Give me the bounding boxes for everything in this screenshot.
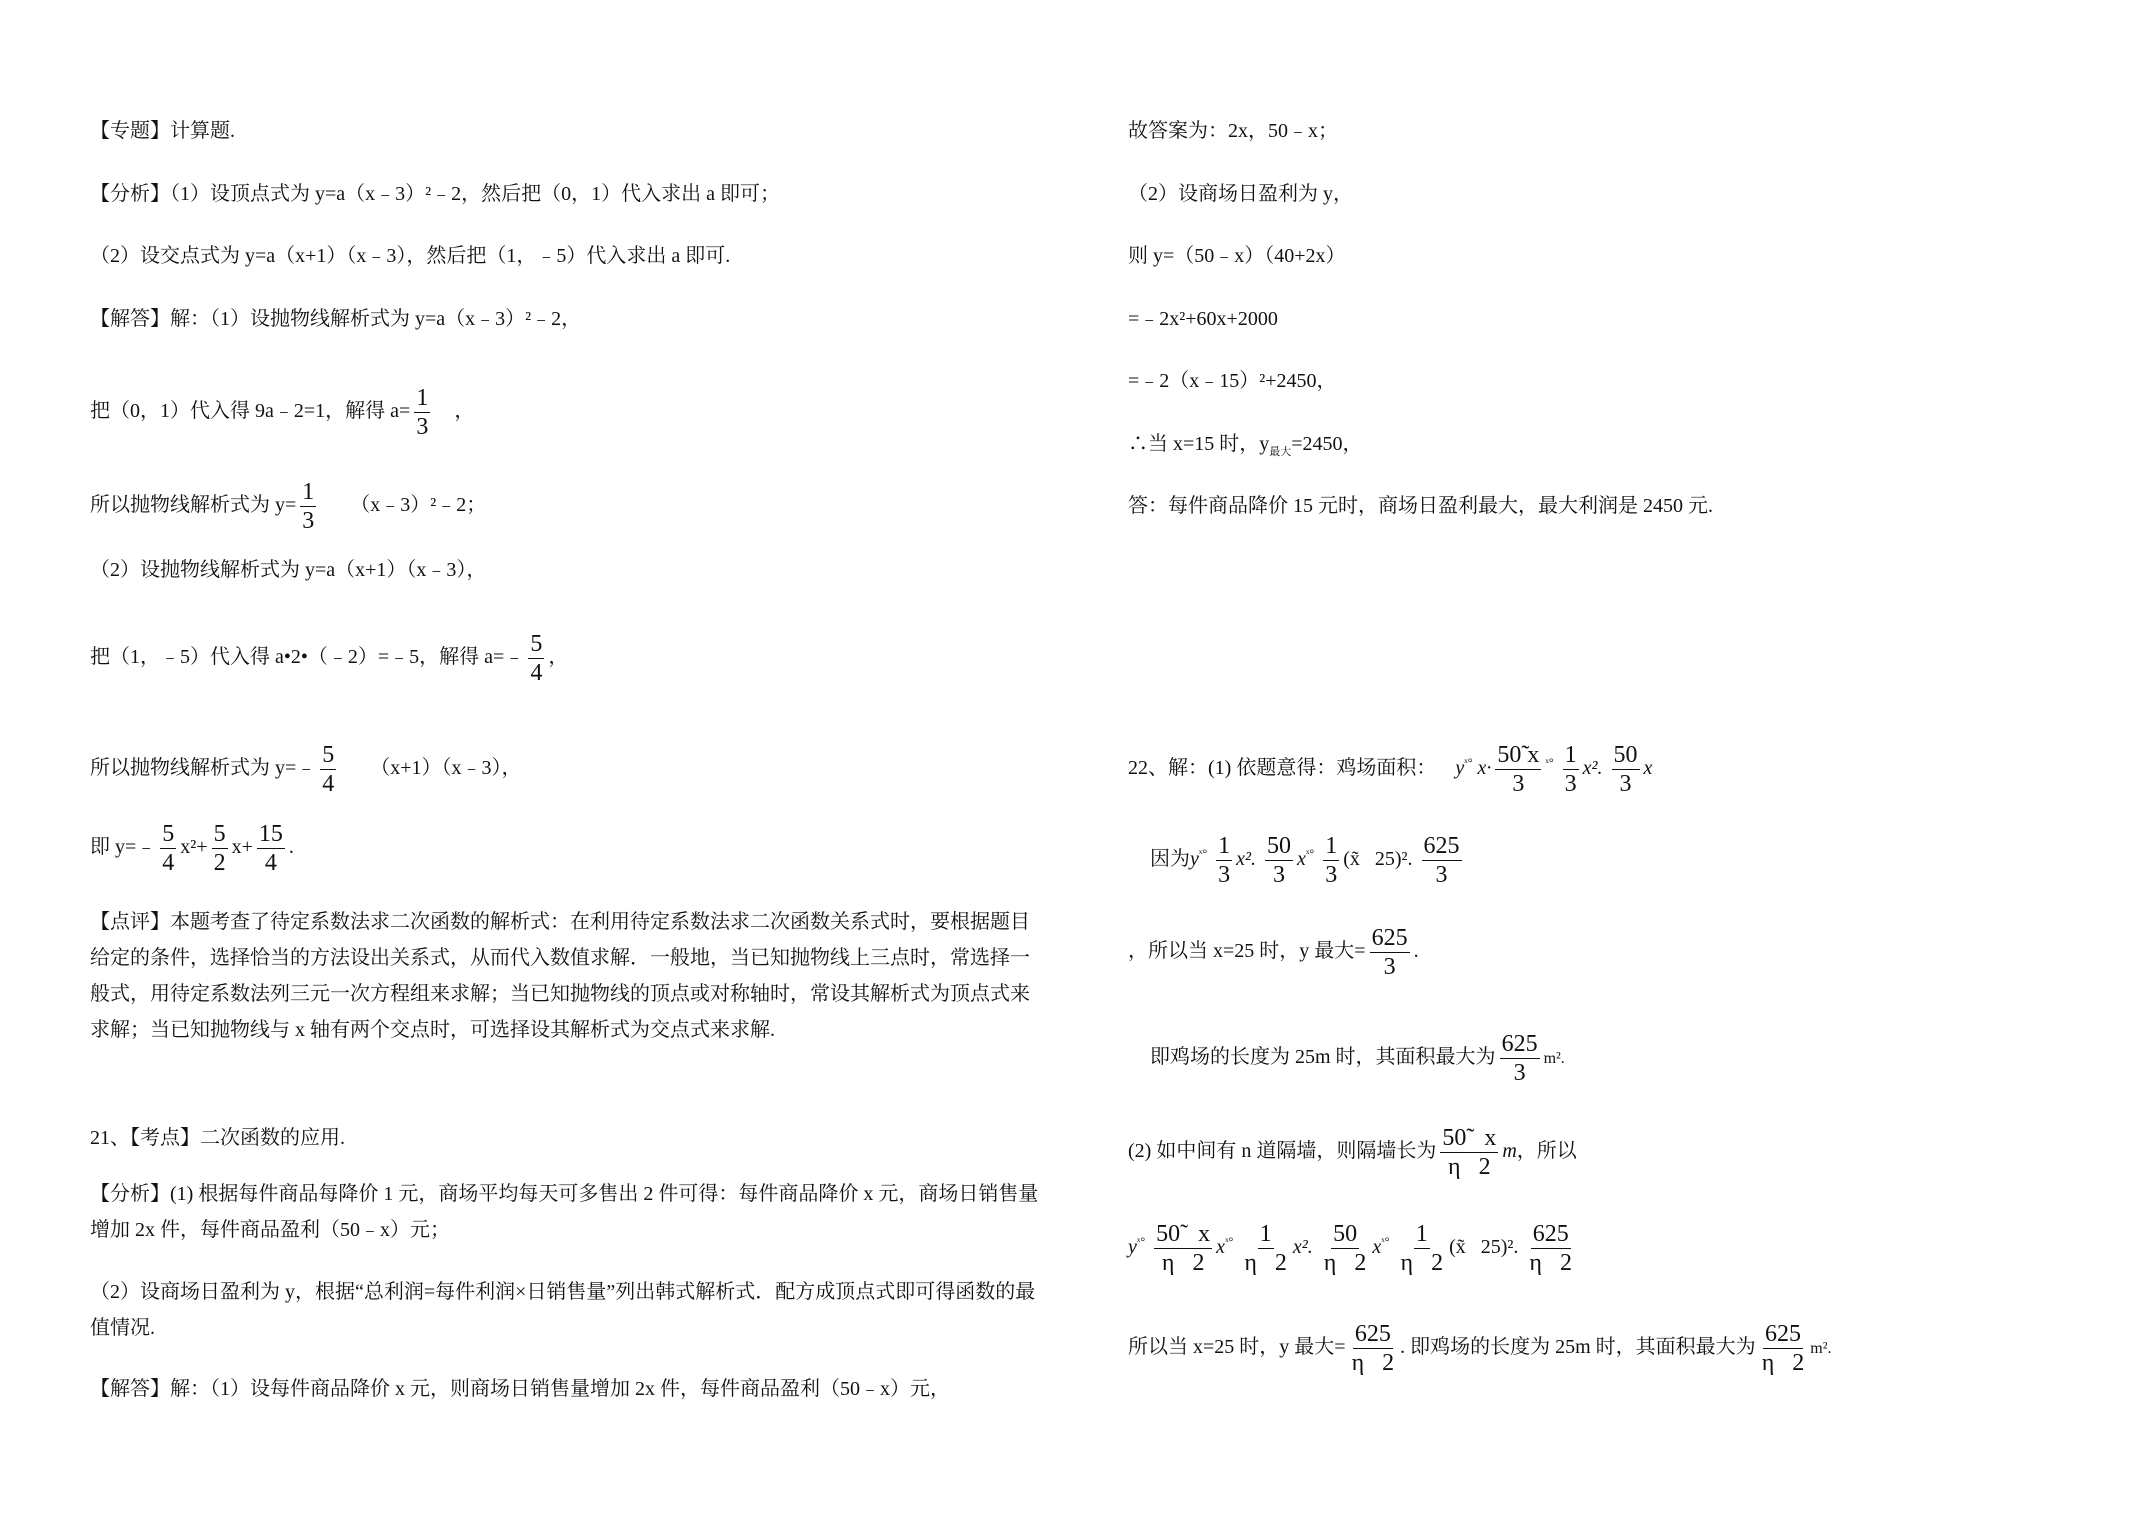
q22-line-2: 因为$y^{ˣ^\circ}$ $\frac{1}{3}$ x². $\frac{50}{3}$ $x^{ˣ^\circ}$ $\frac{1}{3}$ (x̃ 25)². $\frac{625}{3}$	[1150, 833, 1460, 888]
fraction: $\frac{625}{\eta 2}$	[1351, 1321, 1395, 1376]
q21-solution-line: 【解答】解：（1）设每件商品降价 x 元，则商场日销售量增加 2x 件，每件商品盈利（50﹣x）元，	[90, 1378, 950, 1400]
q22-line-4: 即鸡场的长度为 25m 时，其面积最大为 $\frac{625}{3}$ m².	[1150, 1031, 1565, 1086]
fraction: $\frac{50}{3}$	[1267, 833, 1292, 888]
fraction: $\frac{1}{\eta 2}$	[1400, 1221, 1444, 1276]
fraction: $\frac{1}{3}$	[416, 385, 429, 440]
fraction: $\frac{625}{3}$	[1501, 1031, 1538, 1086]
fraction: $\frac{625}{\eta 2}$	[1761, 1321, 1805, 1376]
answer-line: 故答案为：2x，50﹣x；	[1128, 120, 1338, 142]
q22-line-6: $y^{ˣ^\circ}$ $\frac{50̃ x}{\eta 2}$ $x^{ˣ^\circ}$ $\frac{1}{\eta 2}$ x². $\frac{50}{\eta 2}$ $x^{ˣ^\circ}$ $\frac{1}{\eta 2}$ (x̃ 25)². $\frac{625}{\eta 2}$	[1128, 1221, 1572, 1276]
fraction: $\frac{625}{3}$	[1371, 925, 1408, 980]
solution-line-1: 【解答】解：（1）设抛物线解析式为 y=a（x﹣3）²﹣2，	[90, 308, 582, 330]
profit-line-3: =﹣2x²+60x+2000	[1128, 308, 1278, 330]
fraction: $\frac{1}{3}$	[1325, 833, 1338, 888]
q22-line-1: 22、解：(1) 依题意得：鸡场面积： $y^{ˣ^\circ}$ x· $\frac{50̃ x}{3}$ $^{ˣ^\circ}$ $\frac{1}{3}$ x². $\frac{50}{3}$ x	[1128, 742, 1653, 797]
fraction: $\frac{5}{4}$	[162, 821, 175, 876]
fraction: $\frac{5}{4}$	[530, 631, 543, 686]
fraction: $\frac{50̃ x}{\eta 2}$	[1156, 1221, 1211, 1276]
fraction: $\frac{5}{2}$	[213, 821, 226, 876]
q21-topic-line: 21、【考点】二次函数的应用.	[90, 1127, 345, 1149]
profit-line-5: ∴当 x=15 时，$y_{最大}=2450$，	[1128, 433, 1363, 458]
analysis-line-1: 【分析】（1）设顶点式为 y=a（x﹣3）²﹣2，然后把（0，1）代入求出 a 即可；	[90, 183, 781, 205]
fraction: $\frac{5}{4}$	[322, 742, 335, 797]
q22-line-3: ，所以当 x=25 时，y 最大= $\frac{625}{3}$ .	[1128, 925, 1419, 980]
q21-analysis-paragraph-2: （2）设商场日盈利为 y，根据“总利润=每件利润×日销售量”列出韩式解析式．配方成顶点式即可得函数的最值情况.	[90, 1281, 1036, 1339]
fraction: $\frac{50}{\eta 2}$	[1323, 1221, 1367, 1276]
topic-line: 【专题】计算题.	[90, 120, 235, 142]
profit-line-2: 则 y=（50﹣x）（40+2x）	[1128, 245, 1346, 267]
fraction: $\frac{15}{4}$	[258, 821, 283, 876]
profit-line-4: =﹣2（x﹣15）²+2450，	[1128, 370, 1337, 392]
solution-line-3: 所以抛物线解析式为 y= $\frac{1}{3}$ （x﹣3）²﹣2；	[90, 479, 487, 534]
fraction: $\frac{625}{\eta 2}$	[1529, 1221, 1572, 1276]
solution-line-6: 所以抛物线解析式为 y=﹣ $\frac{5}{4}$ （x+1）（x﹣3），	[90, 742, 522, 797]
fraction: $\frac{50̃ x}{3}$	[1497, 742, 1540, 797]
fraction: $\frac{1}{3}$	[1218, 833, 1231, 888]
fraction: $\frac{1}{3}$	[302, 479, 315, 534]
fraction: $\frac{50}{3}$	[1613, 742, 1638, 797]
solution-line-7: 即 y=﹣ $\frac{5}{4}$ x²+ $\frac{5}{2}$ x+ $\frac{15}{4}$ .	[90, 821, 294, 876]
q22-line-5: (2) 如中间有 n 道隔墙，则隔墙长为 $\frac{50̃ x}{\eta 2}$ m，所以	[1128, 1125, 1577, 1180]
fraction: $\frac{1}{\eta 2}$	[1244, 1221, 1287, 1276]
analysis-line-2: （2）设交点式为 y=a（x+1）（x﹣3），然后把（1，﹣5）代入求出 a 即可.	[90, 245, 731, 267]
comment-paragraph: 【点评】本题考查了待定系数法求二次函数的解析式：在利用待定系数法求二次函数关系式时，要根据题目给定的条件，选择恰当的方法设出关系式，从而代入数值求解．一般地，当已知抛物线上三点时，常选择一般式，用待定系数法列三元一次方程组来求解；当已知抛物线的顶点或对称轴时，常设其解析式为顶点式来求解；当已知抛物线与 x 轴有两个交点时，可选择设其解析式为交点式来求解.	[90, 911, 1030, 1041]
solution-line-2: 把（0，1）代入得 9a﹣2=1，解得 a= $\frac{1}{3}$ ，	[90, 385, 475, 440]
solution-line-5: 把（1，﹣5）代入得 a•2•（﹣2）=﹣5，解得 a=﹣ $\frac{5}{4}$ ，	[90, 631, 569, 686]
profit-line-1: （2）设商场日盈利为 y，	[1128, 183, 1353, 205]
q21-analysis-paragraph-1: 【分析】(1) 根据每件商品每降价 1 元，商场平均每天可多售出 2 件可得：每件商品降价 x 元，商场日销售量增加 2x 件，每件商品盈利（50﹣x）元；	[90, 1183, 1039, 1241]
fraction: $\frac{50̃ x}{\eta 2}$	[1442, 1125, 1497, 1180]
fraction: $\frac{625}{3}$	[1423, 833, 1460, 888]
fraction: $\frac{1}{3}$	[1564, 742, 1577, 797]
q22-line-7: 所以当 x=25 时，y 最大= $\frac{625}{\eta 2}$ . 即鸡场的长度为 25m 时，其面积最大为 $\frac{625}{\eta 2}$ m².	[1128, 1321, 1832, 1376]
final-answer-line: 答：每件商品降价 15 元时，商场日盈利最大，最大利润是 2450 元.	[1128, 495, 1713, 517]
solution-line-4: （2）设抛物线解析式为 y=a（x+1）（x﹣3），	[90, 559, 487, 581]
